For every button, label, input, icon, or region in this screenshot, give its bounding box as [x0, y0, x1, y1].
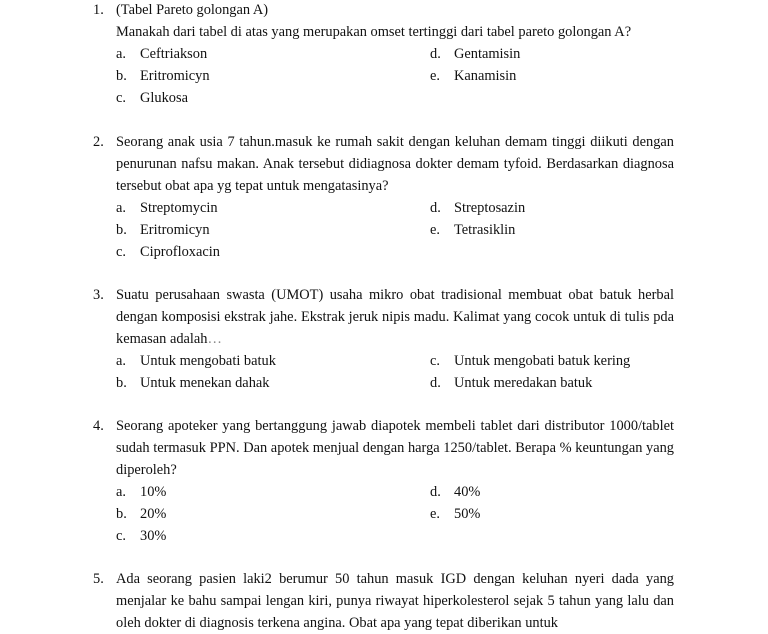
option-letter: e.	[430, 68, 440, 84]
option-text: Untuk mengobati batuk	[140, 353, 276, 369]
option-letter: a.	[116, 200, 126, 216]
option-letter: a.	[116, 46, 126, 62]
option-letter: b.	[116, 375, 127, 391]
question-number: 2.	[93, 134, 104, 150]
option-letter: d.	[430, 375, 441, 391]
question-text: Manakah dari tabel di atas yang merupakan omset tertinggi dari tabel pareto golongan A?	[116, 24, 632, 40]
option-c[interactable]	[116, 525, 166, 547]
option-letter: e.	[430, 222, 440, 238]
option-a[interactable]	[116, 481, 166, 503]
question-text: Ada seorang pasien laki2 berumur 50 tahun masuk IGD dengan keluhan nyeri dada yang menjalar ke bahu sampai lengan kiri, punya riwayat hiperkolesterol sejak 5 tahun yang lalu dan oleh dokter di diagnosis terkena angina. Obat apa yang tepat diberikan untuk	[116, 571, 674, 631]
option-text: Untuk meredakan batuk	[454, 375, 593, 391]
option-d[interactable]	[430, 481, 480, 503]
option-text: Kanamisin	[454, 68, 517, 84]
question-text: Seorang anak usia 7 tahun.masuk ke rumah sakit dengan keluhan demam tinggi diikuti dengan penurunan nafsu makan. Anak tersebut didiagnosa dokter demam tyfoid. Berdasarkan diagnosa tersebut obat apa yg tepat untuk mengatasinya?	[116, 134, 674, 194]
option-text: Eritromicyn	[140, 68, 210, 84]
option-text: Eritromicyn	[140, 222, 210, 238]
option-c[interactable]	[116, 241, 220, 263]
option-letter: c.	[430, 353, 440, 369]
question-number: 3.	[93, 287, 104, 303]
option-a[interactable]	[116, 197, 218, 219]
option-e[interactable]	[430, 503, 480, 525]
option-text: 20%	[140, 506, 167, 522]
option-b[interactable]	[116, 503, 166, 525]
option-text: Untuk mengobati batuk kering	[454, 353, 631, 369]
option-text: Tetrasiklin	[454, 222, 516, 238]
option-a[interactable]	[116, 350, 276, 372]
option-text: 10%	[140, 484, 167, 500]
option-text: Ceftriakson	[140, 46, 208, 62]
option-letter: a.	[116, 353, 126, 369]
option-d[interactable]	[430, 43, 520, 65]
question-text: Seorang apoteker yang bertanggung jawab diapotek membeli tablet dari distributor 1000/tablet sudah termasuk PPN. Dan apotek menjual dengan harga 1250/tablet. Berapa % keuntungan yang diperoleh?	[116, 418, 674, 478]
question-source-note: (Tabel Pareto golongan A)	[116, 2, 269, 18]
option-letter: e.	[430, 506, 440, 522]
question-number: 5.	[93, 571, 104, 587]
question-text: Suatu perusahaan swasta (UMOT) usaha mikro obat tradisional membuat obat batuk herbal dengan komposisi ekstrak jahe. Ekstrak jeruk nipis madu. Kalimat yang cocok untuk di tulis pda kemasan adalah	[116, 287, 674, 347]
option-a[interactable]	[116, 43, 207, 65]
option-e[interactable]	[430, 65, 516, 87]
option-b[interactable]	[116, 65, 210, 87]
option-letter: d.	[430, 484, 441, 500]
option-b[interactable]	[116, 219, 210, 241]
ellipsis: …	[207, 331, 222, 347]
option-letter: d.	[430, 200, 441, 216]
option-letter: d.	[430, 46, 441, 62]
option-letter: c.	[116, 244, 126, 260]
option-c[interactable]	[430, 350, 630, 372]
option-e[interactable]	[430, 219, 515, 241]
question-stem	[116, 284, 674, 350]
option-text: Gentamisin	[454, 46, 521, 62]
question-number: 4.	[93, 418, 104, 434]
option-text: 50%	[454, 506, 481, 522]
option-letter: b.	[116, 68, 127, 84]
option-text: Streptosazin	[454, 200, 526, 216]
option-text: Glukosa	[140, 90, 188, 106]
option-d[interactable]	[430, 197, 525, 219]
option-d[interactable]	[430, 372, 592, 394]
option-text: Streptomycin	[140, 200, 218, 216]
option-letter: a.	[116, 484, 126, 500]
question-stem	[116, 0, 674, 43]
option-text: Ciprofloxacin	[140, 244, 220, 260]
option-letter: b.	[116, 222, 127, 238]
question-number: 1.	[93, 2, 104, 18]
option-text: 40%	[454, 484, 481, 500]
option-text: Untuk menekan dahak	[140, 375, 270, 391]
option-letter: c.	[116, 90, 126, 106]
option-letter: c.	[116, 528, 126, 544]
option-b[interactable]	[116, 372, 269, 394]
option-letter: b.	[116, 506, 127, 522]
option-c[interactable]	[116, 87, 188, 109]
option-text: 30%	[140, 528, 167, 544]
